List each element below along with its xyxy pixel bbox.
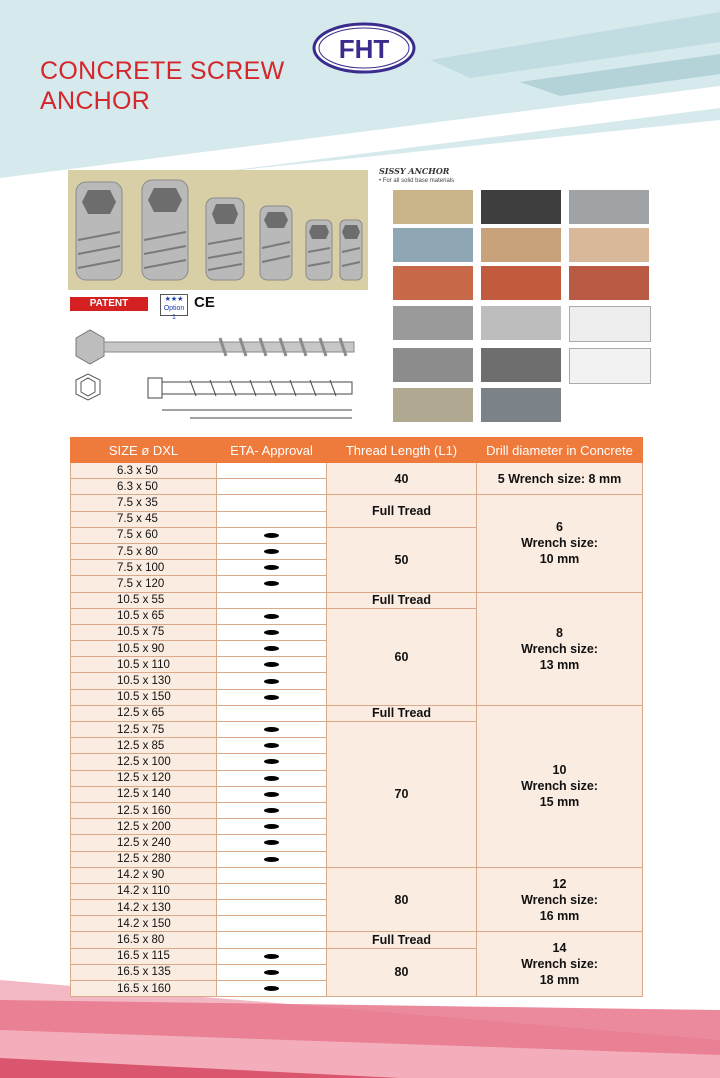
table-row	[71, 705, 643, 721]
eu-stars-icon: ★★★	[164, 296, 184, 303]
drill-diameter-line: 5 Wrench size: 8 mm	[497, 471, 622, 486]
collage-photo	[481, 266, 561, 300]
size-cell: 12.5 x 200	[71, 819, 217, 835]
collage-photo	[393, 306, 473, 340]
collage-photo	[481, 388, 561, 422]
drill-diameter-line: 12	[552, 876, 567, 891]
eta-approved-icon	[264, 759, 279, 764]
eta-approved-icon	[264, 743, 279, 748]
eta-cell	[217, 851, 327, 867]
size-cell: 12.5 x 85	[71, 738, 217, 754]
size-cell: 14.2 x 90	[71, 867, 217, 883]
drill-diameter-cell	[477, 932, 643, 997]
eu-option-badge	[160, 294, 188, 321]
size-cell: 12.5 x 65	[71, 705, 217, 721]
drill-diameter-cell	[477, 592, 643, 705]
thread-length-cell: 60	[327, 608, 477, 705]
drill-diameter-line: 14	[552, 941, 567, 956]
collage-photo	[569, 228, 649, 262]
thread-length-cell: 80	[327, 867, 477, 932]
eta-cell	[217, 916, 327, 932]
eta-approved-icon	[264, 792, 279, 797]
eta-cell	[217, 770, 327, 786]
drill-diameter-line: Wrench size:	[521, 892, 598, 907]
eta-cell	[217, 981, 327, 997]
table-row	[71, 463, 643, 479]
eta-cell	[217, 705, 327, 721]
collage-photo	[481, 306, 561, 340]
size-cell: 14.2 x 130	[71, 900, 217, 916]
collage-subtitle: • For all solid base materials	[379, 178, 455, 184]
eta-approved-icon	[264, 695, 279, 700]
drill-diameter-cell	[477, 463, 643, 495]
collage-photo	[393, 190, 473, 224]
drill-diameter-cell	[477, 867, 643, 932]
screw-drawing	[70, 318, 370, 428]
size-cell: 10.5 x 75	[71, 624, 217, 640]
collage-diagram	[569, 306, 651, 342]
eta-cell	[217, 835, 327, 851]
eta-cell	[217, 738, 327, 754]
eta-cell	[217, 543, 327, 559]
size-cell: 10.5 x 110	[71, 657, 217, 673]
size-cell: 16.5 x 115	[71, 948, 217, 964]
drill-diameter-line: 10	[552, 763, 567, 778]
size-cell: 14.2 x 150	[71, 916, 217, 932]
size-cell: 7.5 x 60	[71, 527, 217, 543]
collage-photo	[393, 388, 473, 422]
application-collage	[373, 164, 643, 426]
eta-cell	[217, 964, 327, 980]
product-photo	[68, 170, 368, 290]
size-cell: 10.5 x 65	[71, 608, 217, 624]
drill-diameter-line: 13 mm	[539, 657, 580, 672]
eta-cell	[217, 900, 327, 916]
eta-cell	[217, 948, 327, 964]
thread-length-cell: 40	[327, 463, 477, 495]
drill-diameter-line: Wrench size:	[521, 779, 598, 794]
eta-approved-icon	[264, 954, 279, 959]
drill-diameter-cell	[477, 705, 643, 867]
drill-diameter-line: 10 mm	[539, 552, 580, 567]
eta-cell	[217, 624, 327, 640]
size-cell: 16.5 x 160	[71, 981, 217, 997]
eta-cell	[217, 657, 327, 673]
table-body	[71, 463, 643, 997]
table-row	[71, 495, 643, 511]
size-cell: 10.5 x 150	[71, 689, 217, 705]
eta-approved-icon	[264, 727, 279, 732]
eta-cell	[217, 560, 327, 576]
thread-length-cell: 50	[327, 527, 477, 592]
thread-length-cell: 80	[327, 948, 477, 997]
eta-approved-icon	[264, 986, 279, 991]
size-cell: 14.2 x 110	[71, 883, 217, 899]
page-title	[40, 56, 284, 116]
size-cell: 16.5 x 135	[71, 964, 217, 980]
size-cell: 7.5 x 45	[71, 511, 217, 527]
header-size: SIZE ø DXL	[71, 438, 217, 463]
header-drill: Drill diameter in Concrete	[477, 438, 643, 463]
collage-photo	[569, 190, 649, 224]
table-row	[71, 867, 643, 883]
eta-cell	[217, 722, 327, 738]
fht-logo	[312, 22, 416, 74]
thread-length-cell: Full Tread	[327, 705, 477, 721]
collage-photo	[393, 348, 473, 382]
title-line-1: CONCRETE SCREW	[40, 57, 285, 85]
table-row	[71, 932, 643, 948]
eta-cell	[217, 495, 327, 511]
eta-cell	[217, 819, 327, 835]
collage-photo	[481, 190, 561, 224]
size-cell: 10.5 x 130	[71, 673, 217, 689]
size-cell: 12.5 x 280	[71, 851, 217, 867]
eta-approved-icon	[264, 679, 279, 684]
eta-approved-icon	[264, 970, 279, 975]
collage-photo	[569, 266, 649, 300]
collage-photo	[393, 266, 473, 300]
logo-text: FHT	[338, 34, 390, 64]
eta-cell	[217, 932, 327, 948]
eta-cell	[217, 689, 327, 705]
drill-diameter-line: 18 mm	[539, 973, 580, 988]
eta-cell	[217, 754, 327, 770]
drill-diameter-line: 16 mm	[539, 908, 580, 923]
eta-cell	[217, 786, 327, 802]
eta-cell	[217, 883, 327, 899]
thread-length-cell: Full Tread	[327, 932, 477, 948]
size-cell: 7.5 x 35	[71, 495, 217, 511]
size-cell: 6.3 x 50	[71, 479, 217, 495]
size-cell: 12.5 x 120	[71, 770, 217, 786]
eta-approved-icon	[264, 808, 279, 813]
size-cell: 7.5 x 100	[71, 560, 217, 576]
eta-approved-icon	[264, 614, 279, 619]
collage-photo	[481, 348, 561, 382]
eta-cell	[217, 673, 327, 689]
header-thread: Thread Length (L1)	[327, 438, 477, 463]
patent-badge: PATENT	[70, 297, 148, 311]
size-cell: 12.5 x 75	[71, 722, 217, 738]
size-cell: 7.5 x 120	[71, 576, 217, 592]
drill-diameter-line: 8	[556, 625, 563, 640]
drill-diameter-cell	[477, 495, 643, 592]
eta-cell	[217, 527, 327, 543]
header-eta: ETA- Approval	[217, 438, 327, 463]
eta-cell	[217, 802, 327, 818]
table-row	[71, 592, 643, 608]
eta-approved-icon	[264, 824, 279, 829]
size-cell: 12.5 x 140	[71, 786, 217, 802]
eta-approved-icon	[264, 662, 279, 667]
eta-cell	[217, 463, 327, 479]
spec-table	[70, 437, 643, 997]
eu-option-label: Option 1	[163, 305, 185, 321]
eta-approved-icon	[264, 630, 279, 635]
drill-diameter-line: 15 mm	[539, 795, 580, 810]
eta-cell	[217, 592, 327, 608]
size-cell: 10.5 x 55	[71, 592, 217, 608]
size-cell: 16.5 x 80	[71, 932, 217, 948]
ce-mark: CE	[194, 294, 215, 311]
size-cell: 12.5 x 240	[71, 835, 217, 851]
eta-approved-icon	[264, 857, 279, 862]
size-cell: 6.3 x 50	[71, 463, 217, 479]
eta-approved-icon	[264, 549, 279, 554]
size-cell: 10.5 x 90	[71, 641, 217, 657]
title-line-2: ANCHOR	[40, 87, 151, 115]
eta-approved-icon	[264, 776, 279, 781]
drill-diameter-line: Wrench size:	[521, 957, 598, 972]
eta-cell	[217, 576, 327, 592]
eta-approved-icon	[264, 581, 279, 586]
eta-approved-icon	[264, 840, 279, 845]
size-cell: 12.5 x 100	[71, 754, 217, 770]
collage-diagram	[569, 348, 651, 384]
anchor-sleeves-image	[68, 170, 368, 290]
collage-title: SISSY ANCHOR	[379, 166, 450, 176]
size-cell: 7.5 x 80	[71, 543, 217, 559]
eta-cell	[217, 511, 327, 527]
eta-cell	[217, 641, 327, 657]
eta-approved-icon	[264, 646, 279, 651]
eta-cell	[217, 479, 327, 495]
thread-length-cell: 70	[327, 722, 477, 868]
collage-photo	[481, 228, 561, 262]
drill-diameter-line: Wrench size:	[521, 536, 598, 551]
drill-diameter-line: Wrench size:	[521, 641, 598, 656]
collage-photo	[393, 228, 473, 262]
size-cell: 12.5 x 160	[71, 802, 217, 818]
thread-length-cell: Full Tread	[327, 495, 477, 527]
eta-cell	[217, 608, 327, 624]
thread-length-cell: Full Tread	[327, 592, 477, 608]
table-header-row	[71, 438, 643, 463]
drill-diameter-line: 6	[556, 520, 563, 535]
eta-approved-icon	[264, 565, 279, 570]
eta-approved-icon	[264, 533, 279, 538]
eta-cell	[217, 867, 327, 883]
